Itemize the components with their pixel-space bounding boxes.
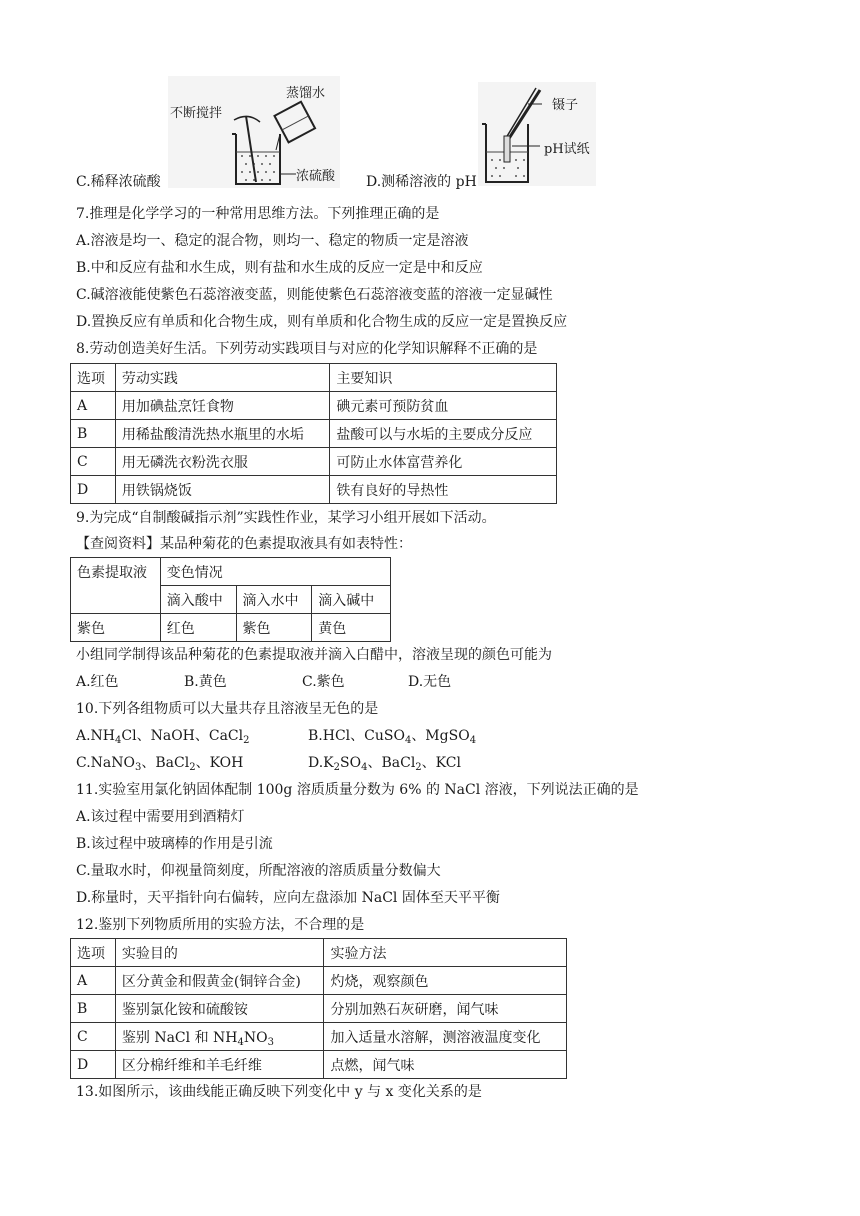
table-cell: 区分棉纤维和羊毛纤维 — [115, 1051, 324, 1079]
table-cell: D — [71, 1051, 116, 1079]
table-cell: A — [71, 967, 116, 995]
q7-stem: 7.推理是化学学习的一种常用思维方法。下列推理正确的是 — [76, 206, 440, 222]
q9-table — [70, 557, 391, 642]
q11-option-a: A.该过程中需要用到酒精灯 — [76, 809, 245, 825]
table-cell: 盐酸可以与水垢的主要成分反应 — [330, 420, 557, 448]
header-cell: 选项 — [71, 939, 116, 967]
header-cell: 滴入碱中 — [312, 586, 391, 614]
table-row — [71, 995, 567, 1023]
table-row — [71, 476, 557, 504]
table-cell: 加入适量水溶解，测溶液温度变化 — [324, 1023, 567, 1051]
table-cell: 紫色 — [236, 614, 312, 642]
table-cell: 红色 — [160, 614, 236, 642]
header-cell: 劳动实践 — [115, 364, 330, 392]
header-cell: 主要知识 — [330, 364, 557, 392]
table-cell: 灼烧，观察颜色 — [324, 967, 567, 995]
table-row — [71, 1051, 567, 1079]
q10-option-a: $A.NH_4Cl$、NaOH、CaCl$_2$ — [76, 728, 250, 746]
table-cell: 可防止水体富营养化 — [330, 448, 557, 476]
table-cell: 紫色 — [71, 614, 161, 642]
q11-option-b: B.该过程中玻璃棒的作用是引流 — [76, 836, 273, 852]
table-cell: 铁有良好的导热性 — [330, 476, 557, 504]
header-cell: 实验目的 — [115, 939, 324, 967]
table-header-row — [71, 558, 391, 586]
q10-option-c: C.NaNO$_3$、BaCl$_2$、KOH — [76, 755, 244, 773]
table-cell: 用稀盐酸清洗热水瓶里的水垢 — [115, 420, 330, 448]
table-cell: C — [71, 1023, 116, 1051]
water-label: 蒸馏水 — [286, 86, 326, 101]
header-cell: 滴入酸中 — [160, 586, 236, 614]
q6-option-c: C.稀释浓硫酸 — [76, 174, 161, 190]
tweezers-label: 镊子 — [552, 98, 579, 113]
header-cell: 色素提取液 — [71, 558, 161, 614]
table-cell: B — [71, 420, 116, 448]
q11-option-c: C.量取水时，仰视量筒刻度，所配溶液的溶质质量分数偏大 — [76, 863, 441, 879]
table-cell: 用铁锅烧饭 — [115, 476, 330, 504]
q8-stem: 8.劳动创造美好生活。下列劳动实践项目与对应的化学知识解释不正确的是 — [76, 341, 538, 357]
table-row — [71, 392, 557, 420]
table-row — [71, 448, 557, 476]
q7-option-b: B.中和反应有盐和水生成，则有盐和水生成的反应一定是中和反应 — [76, 260, 483, 276]
table-cell: 碘元素可预防贫血 — [330, 392, 557, 420]
q9-info: 【查阅资料】某品种菊花的色素提取液具有如表特性： — [76, 536, 412, 552]
q10-stem: 10.下列各组物质可以大量共存且溶液呈无色的是 — [76, 701, 379, 717]
header-cell: 变色情况 — [160, 558, 390, 586]
q9-option-c: C.紫色 — [302, 674, 345, 690]
q9-stem: 9.为完成“自制酸碱指示剂”实践性作业，某学习小组开展如下活动。 — [76, 510, 496, 526]
table-row — [71, 967, 567, 995]
dilution-figure — [168, 76, 340, 188]
table-cell: 点燃，闻气味 — [324, 1051, 567, 1079]
table-cell: 黄色 — [312, 614, 391, 642]
table-cell: 用无磷洗衣粉洗衣服 — [115, 448, 330, 476]
q10-option-b: B.HCl、CuSO$_4$、MgSO$_4$ — [308, 728, 477, 746]
table-cell: 区分黄金和假黄金(铜锌合金) — [115, 967, 324, 995]
q12-stem: 12.鉴别下列物质所用的实验方法，不合理的是 — [76, 917, 365, 933]
header-cell: 选项 — [71, 364, 116, 392]
q7-option-c: C.碱溶液能使紫色石蕊溶液变蓝，则能使紫色石蕊溶液变蓝的溶液一定显碱性 — [76, 287, 553, 303]
q9-option-b: B.黄色 — [184, 674, 227, 690]
table-header-row — [71, 939, 567, 967]
table-cell: 鉴别 NaCl 和 $NH_4NO_3$ — [115, 1023, 324, 1051]
table-row — [71, 420, 557, 448]
q7-option-d: D.置换反应有单质和化合物生成，则有单质和化合物生成的反应一定是置换反应 — [76, 314, 568, 330]
q13-stem: 13.如图所示，该曲线能正确反映下列变化中 y 与 x 变化关系的是 — [76, 1084, 482, 1100]
stir-label: 不断搅拌 — [170, 106, 223, 121]
header-cell: 实验方法 — [324, 939, 567, 967]
table-row — [71, 1023, 567, 1051]
table-header-row — [71, 364, 557, 392]
q11-option-d: D.称量时，天平指针向右偏转，应向左盘添加 NaCl 固体至天平平衡 — [76, 890, 500, 906]
header-cell: 滴入水中 — [236, 586, 312, 614]
q7-option-a: A.溶液是均一、稳定的混合物，则均一、稳定的物质一定是溶液 — [76, 233, 469, 249]
ph-paper-label: pH试纸 — [544, 142, 590, 157]
acid-label: 浓硫酸 — [296, 169, 336, 184]
table-cell: B — [71, 995, 116, 1023]
table-cell: D — [71, 476, 116, 504]
table-cell: 分别加熟石灰研磨，闻气味 — [324, 995, 567, 1023]
q12-table — [70, 938, 567, 1079]
q9-question: 小组同学制得该品种菊花的色素提取液并滴入白醋中，溶液呈现的颜色可能为 — [76, 647, 552, 663]
q9-option-d: D.无色 — [408, 674, 452, 690]
q6-option-d: D.测稀溶液的 pH — [366, 174, 477, 190]
table-cell: 用加碘盐烹饪食物 — [115, 392, 330, 420]
q9-option-a: A.红色 — [76, 674, 119, 690]
q11-stem: 11.实验室用氯化钠固体配制 100g 溶质质量分数为 6% 的 NaCl 溶液，下列说法正确的是 — [76, 782, 639, 798]
table-cell: A — [71, 392, 116, 420]
q8-table — [70, 363, 557, 504]
table-cell: 鉴别氯化铵和硫酸铵 — [115, 995, 324, 1023]
q10-option-d: $D.K_2SO_4$、BaCl$_2$、KCl — [308, 755, 461, 773]
table-cell: C — [71, 448, 116, 476]
ph-test-figure — [478, 82, 596, 186]
table-row — [71, 614, 391, 642]
